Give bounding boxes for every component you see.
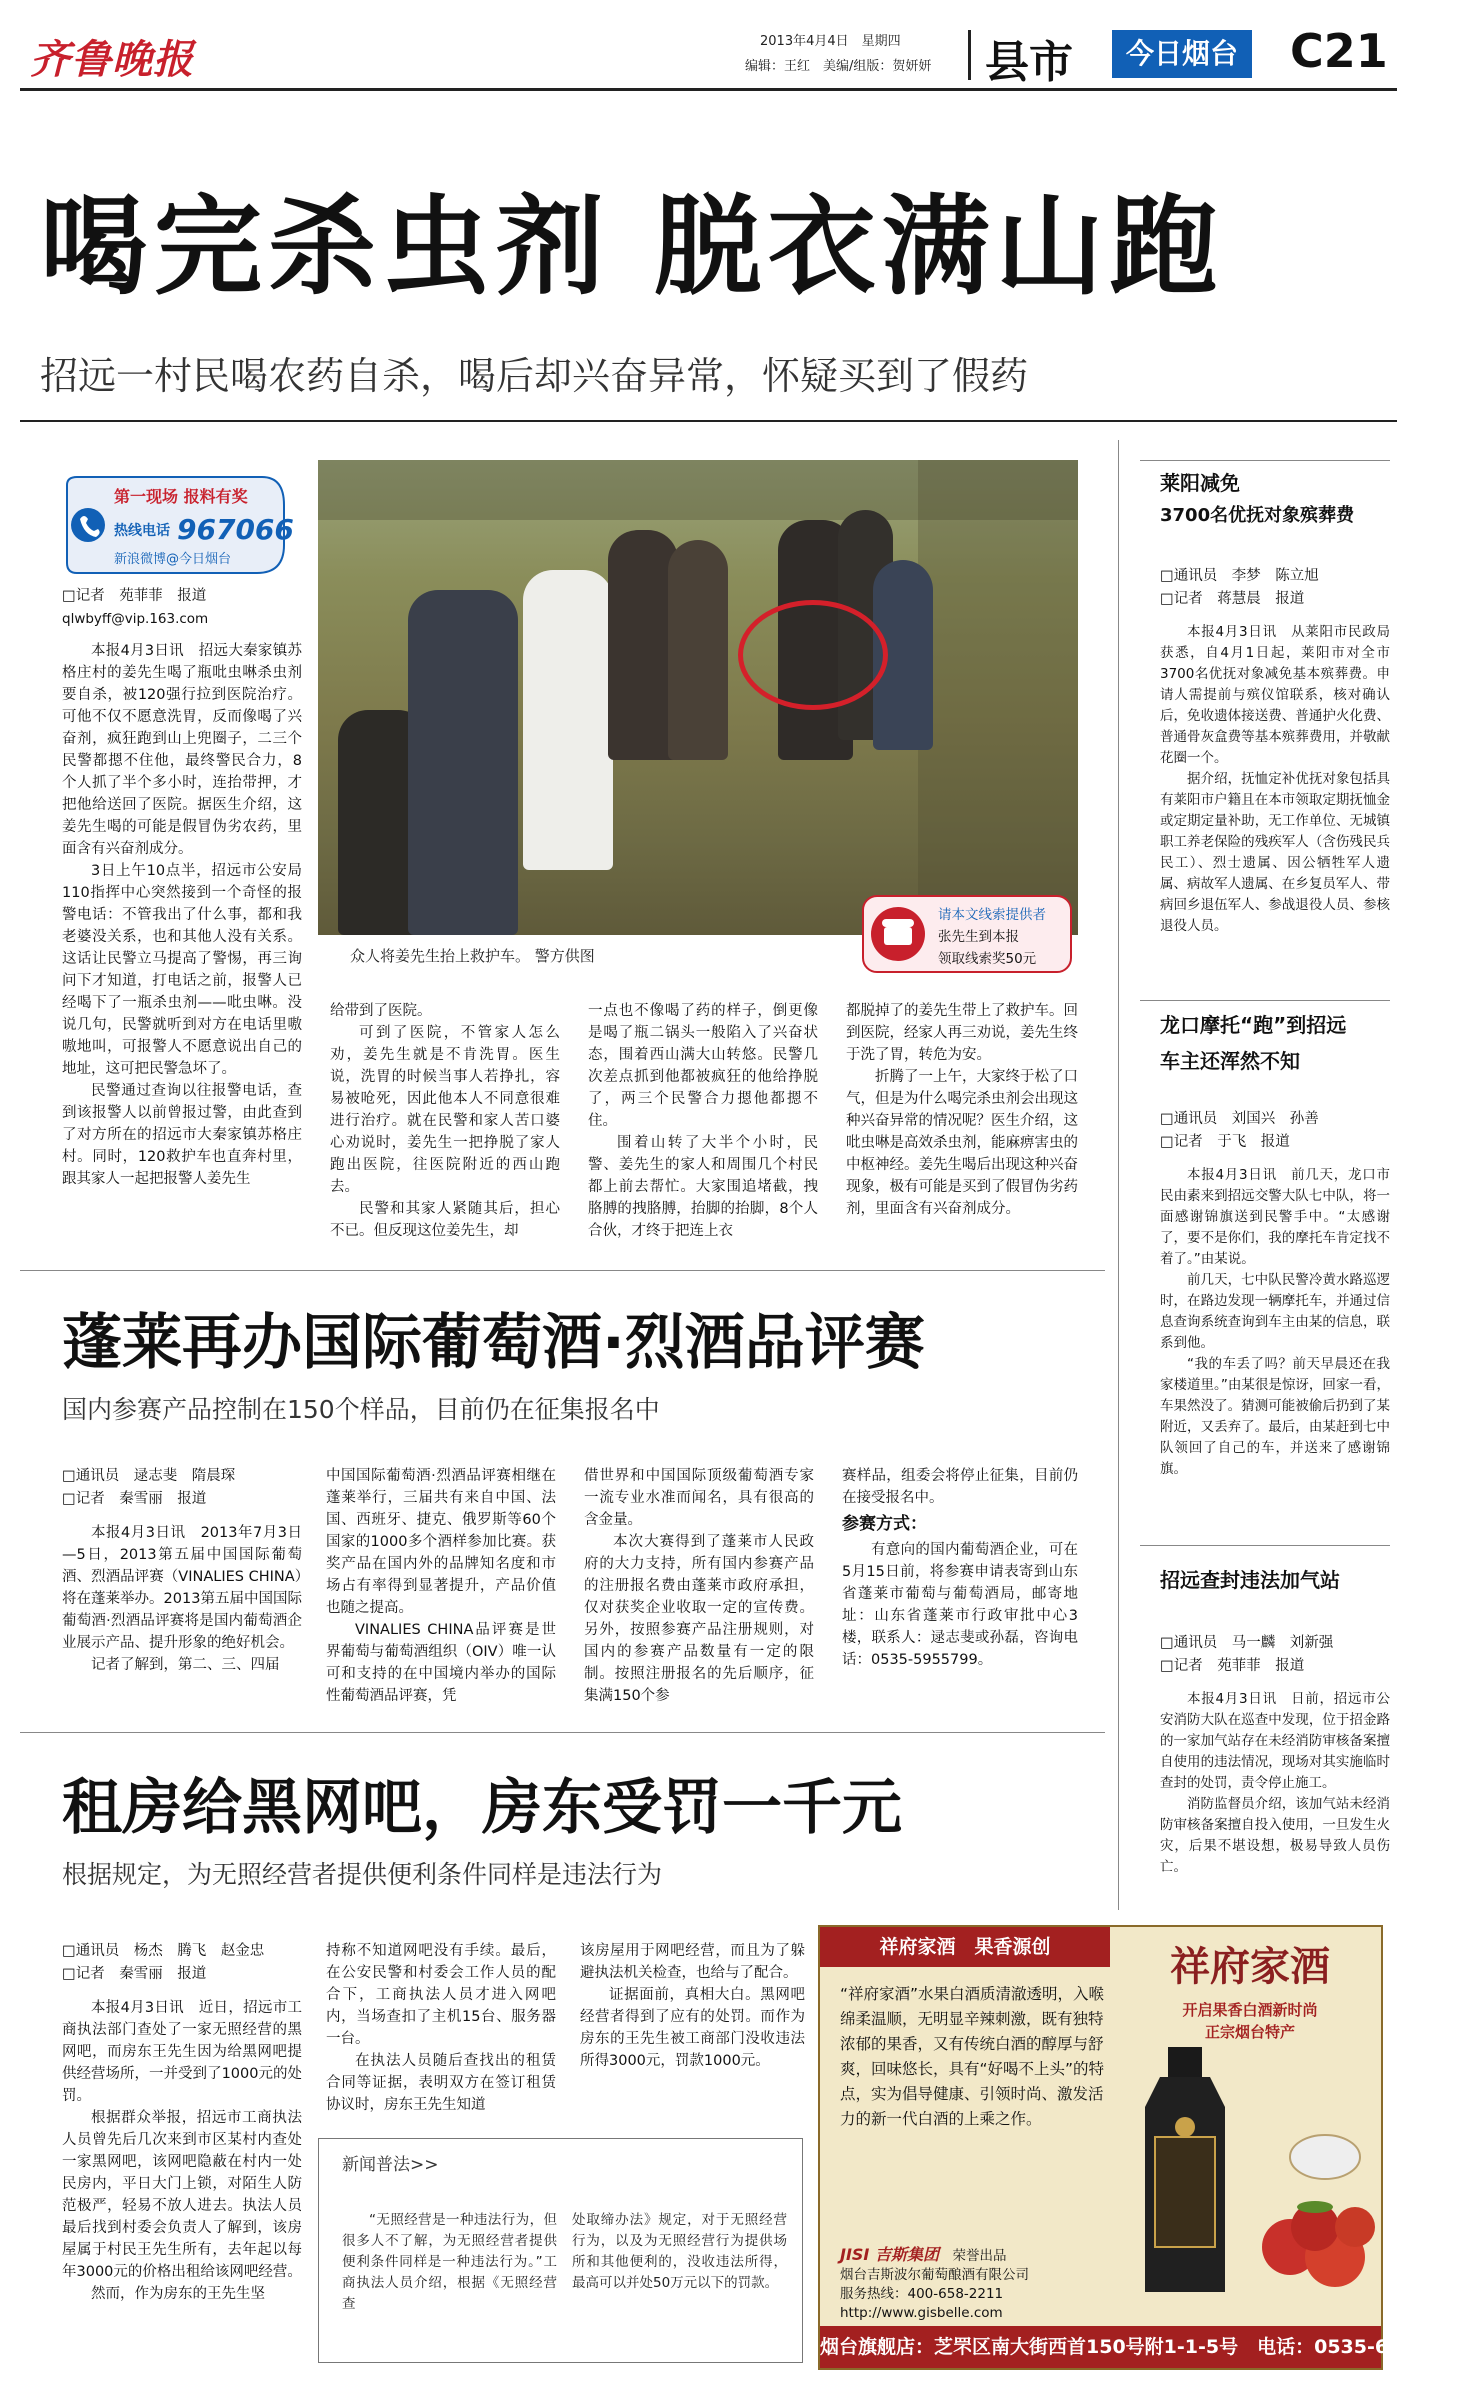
paragraph: 本次大赛得到了蓬莱市人民政府的大力支持，所有国内参赛产品的注册报名费由蓬莱市政府承担，仅对获奖企业收取一定的宣传费。另外，按照参赛产品注册规则，对国内的参赛产品数量有一定的限制。按照注册报名的先后顺序，征集满150个参: [584, 1534, 814, 1704]
rent-byline-2: □记者 秦雪丽 报道: [62, 1966, 207, 1982]
lead-headline: 喝完杀虫剂 脱衣满山跑: [40, 185, 1224, 310]
paragraph: 中国国际葡萄酒·烈酒品评赛相继在蓬莱举行，三届共有来自中国、法国、西班牙、捷克、俄罗斯等60个国家的1000多个酒样参加比赛。获奖产品在国内外的品牌知名度和市场占有率得到显著提升，产品价值也随之提高。: [326, 1468, 556, 1616]
paragraph: 持称不知道网吧没有手续。最后，在公安民警和村委会工作人员的配合下，工商执法人员才进入网吧内，当场查扣了主机15台、服务器一台。: [326, 1943, 556, 2047]
paragraph: 在执法人员随后查找出的租赁合同等证据，表明双方在签订租赁协议时，房东王先生知道: [326, 2053, 556, 2113]
paragraph: 然而，作为房东的王先生坚: [91, 2286, 265, 2302]
paragraph: 本报4月3日讯 从莱阳市民政局获悉，自4月1日起，莱阳市对全市3700名优抚对象减免基本殡葬费。申请人需提前与殡仪馆联系，核对确认后，免收遗体接送费、普通护火化费、普通骨灰盒费等基本殡葬费用，并敬献花圈一个。: [1160, 624, 1390, 766]
paragraph: 一点也不像喝了药的样子，倒更像是喝了瓶二锅头一般陷入了兴奋状态，围着西山满大山转悠。民警几次差点抓到他都被疯狂的他给挣脱了，两三个民警合力摁他都摁不住。: [588, 1003, 818, 1129]
paragraph: VINALIES CHINA品评赛是世界葡萄与葡萄酒组织（OIV）唯一认可和支持的在中国境内举办的国际性葡萄酒品评赛，凭: [326, 1622, 556, 1704]
paragraph: 都脱掉了的姜先生带上了救护车。回到医院，经家人再三劝说，姜先生终于洗了胃，转危为安。: [846, 1003, 1078, 1063]
lead-photo: [318, 460, 1078, 935]
paragraph: “我的车丢了吗？前天早晨还在我家楼道里。”由某很是惊讶，回家一看，车果然没了。猜测可能被偷后扔到了某附近，又丢弃了。最后，由某赶到七中队领回了自己的车，并送来了感谢锦旗。: [1160, 1356, 1390, 1477]
hotline-badge: [62, 475, 294, 575]
ad-slogan: [1120, 1999, 1380, 2043]
wine-subhead: 国内参赛产品控制在150个样品，目前仍在征集报名中: [62, 1395, 660, 1424]
highlight-circle: [738, 600, 888, 710]
paragraph: 给带到了医院。: [330, 1003, 432, 1019]
brief-rule: [1140, 1000, 1390, 1001]
brief-1-byline-2: □记者 蒋慧晨 报道: [1160, 591, 1305, 607]
paragraph: 民警通过查询以往报警电话，查到该报警人以前曾报过警，由此查到了对方所在的招远市大秦家镇苏格庄村。同时，120救护车也直奔村里，跟其家人一起把报警人姜先生: [62, 1083, 302, 1187]
lead-column-1: [62, 640, 302, 1260]
brief-3-body: [1160, 1689, 1390, 1909]
wine-byline-1: □通讯员 逯志斐 隋晨琛: [62, 1468, 236, 1484]
lead-email: qlwbyff@vip.163.com: [62, 611, 209, 627]
tip-line1: 请本文线索提供者: [938, 907, 1046, 923]
company-logo: JISI 吉斯集团: [840, 2245, 939, 2264]
paragraph: 前几天，七中队民警冷黄水路巡逻时，在路边发现一辆摩托车，并通过信息查询系统查询到车主由某的信息，联系到他。: [1160, 1272, 1390, 1351]
lead-rule: [20, 420, 1397, 422]
photo-caption: 众人将姜先生抬上救护车。 警方供图: [350, 947, 595, 965]
brief-2-title: 龙口摩托“跑”到招远: [1160, 1013, 1347, 1037]
company-website[interactable]: http://www.gisbelle.com: [840, 2305, 1003, 2321]
ad-company-block: [840, 2245, 1130, 2323]
paragraph: 借世界和中国国际顶级葡萄酒专家一流专业水准而闻名，具有很高的含金量。: [584, 1468, 814, 1528]
liquor-advertisement[interactable]: [818, 1925, 1467, 2370]
brief-1-body: [1160, 622, 1390, 1022]
paragraph: 赛样品，组委会将停止征集，目前仍在接受报名中。: [842, 1468, 1078, 1506]
ad-copy: “祥府家酒”水果白酒质清澈透明，入喉绵柔温顺，无明显辛辣刺激，既有独特浓郁的果香，又有传统白酒的醇厚与舒爽，回味悠长，具有“好喝不上头”的特点，实为倡导健康、引领时尚、激发活力的新一代白酒的上乘之作。: [840, 1985, 1105, 2128]
paragraph: 本报4月3日讯 2013年7月3日—5日，2013第五届中国国际葡萄酒、烈酒品评赛（VINALIES CHINA）将在蓬莱举办。2013第五届中国国际葡萄酒·烈酒品评赛将是国内葡萄酒企业展示产品、提升形象的绝好机会。: [62, 1525, 302, 1651]
ad-header: 祥府家酒 果香源创: [820, 1927, 1110, 1967]
editor-line: 编辑：王红 美编/组版：贺妍妍: [745, 59, 932, 74]
wine-column-2: [326, 1465, 556, 1720]
brief-3-byline-1: □通讯员 马一麟 刘新强: [1160, 1635, 1334, 1651]
brief-rule: [1140, 1545, 1390, 1546]
ad-brand-logo: 祥府家酒: [1170, 1943, 1330, 1990]
wine-byline-2: □记者 秦雪丽 报道: [62, 1491, 207, 1507]
ad-slogan-1: 开启果香白酒新时尚: [1182, 2001, 1318, 2019]
ad-slogan-2: 正宗烟台特产: [1204, 2023, 1295, 2041]
page-number: C21: [1290, 24, 1388, 78]
law-note-column-1: [342, 2210, 557, 2355]
hotline-number: 967066: [177, 513, 294, 546]
paragraph: 本报4月3日讯 前几天，龙口市民由素来到招远交警大队七中队，将一面感谢锦旗送到民警手中。“太感谢了，要不是你们，我的摩托车肯定找不着了。”由某说。: [1160, 1167, 1390, 1267]
paragraph: 本报4月3日讯 近日，招远市工商执法部门查处了一家无照经营的黑网吧，而房东王先生因为给黑网吧提供经营场所，一并受到了1000元的处罚。: [62, 2000, 302, 2104]
wine-column-3: [584, 1465, 814, 1720]
rent-column-2: [326, 1940, 556, 2130]
paragraph: 据介绍，抚恤定补优抚对象包括具有莱阳市户籍且在本市领取定期抚恤金或定期定量补助，无工作单位、无城镇职工养老保险的残疾军人（含伤残民兵民工）、烈士遗属、因公牺牲军人遗属、病故军人遗属、在乡复员军人、带病回乡退伍军人、参战退役人员、参核退役人员。: [1160, 771, 1390, 934]
paragraph: 民警和其家人紧随其后，担心不已。但反现这位姜先生，却: [330, 1201, 560, 1239]
paragraph: 记者了解到，第二、三、四届: [91, 1657, 280, 1673]
paragraph: 本报4月3日讯 招远大秦家镇苏格庄村的姜先生喝了瓶吡虫啉杀虫剂要自杀，被120强行拉到医院治疗。可他不仅不愿意洗胃，反而像喝了兴奋剂，疯狂跑到山上兜圈子，二三个民警都摁不住他，最终警民合力，8个人抓了半个多小时，连抬带押，才把他给送回了医院。据医生介绍，这姜先生喝的可能是假冒伪劣农药，里面含有兴奋剂成分。: [62, 643, 302, 857]
paragraph: 可到了医院，不管家人怎么劝，姜先生就是不肯洗胃。医生说，洗胃的时候当事人若挣扎，容易被呛死，因此他本人不同意很难进行治疗。就在民警和家人苦口婆心劝说时，姜先生一把挣脱了家人跑出医院，往医院附近的西山跑去。: [330, 1025, 560, 1195]
brief-1-byline-1: □通讯员 李梦 陈立旭: [1160, 568, 1319, 584]
brief-2-subtitle: 车主还浑然不知: [1160, 1049, 1300, 1073]
wine-column-1: [62, 1522, 302, 1722]
paragraph: 有意向的国内葡萄酒企业，可在5月15日前，将参赛申请表寄到山东省蓬莱市葡萄与葡萄酒局，邮寄地址：山东省蓬莱市行政审批中心3楼，联系人：逯志斐或孙磊，咨询电话：0535-5955799。: [842, 1542, 1078, 1668]
paragraph: 证据面前，真相大白。黑网吧经营者得到了应有的处罚。而作为房东的王先生被工商部门没收违法所得3000元，罚款1000元。: [580, 1987, 805, 2069]
rent-byline-1: □通讯员 杨杰 腾飞 赵金忠: [62, 1943, 265, 1959]
tip-line2: 张先生到本报: [938, 929, 1019, 945]
company-label: 荣誉出品: [952, 2248, 1007, 2264]
brief-3-title: 招远查封违法加气站: [1160, 1568, 1340, 1592]
section-rule: [20, 1270, 1105, 1271]
paragraph: 3日上午10点半，招远市公安局110指挥中心突然接到一个奇怪的报警电话：不管我出了什么事，都和我老婆没关系，也和其他人没有关系。这话让民警立马提高了警惕，再三询问下才知道，打电话之前，报警人已经喝下了一瓶杀虫剂——吡虫啉。没说几句，民警就听到对方在电话里嗷嗷地叫，可报警人不愿意说出自己的地址，这可把民警急坏了。: [62, 863, 302, 1077]
rent-column-3: [580, 1940, 805, 2130]
rent-headline: 租房给黑网吧，房东受罚一千元: [62, 1773, 902, 1843]
company-phone: 服务热线：400-658-2211: [840, 2286, 1004, 2302]
fruit-icon: [1255, 2127, 1380, 2297]
company-name: 烟台吉斯波尔葡萄酿酒有限公司: [840, 2267, 1029, 2283]
lead-column-4: [846, 1000, 1078, 1265]
paragraph: 本报4月3日讯 日前，招远市公安消防大队在巡查中发现，位于招金路的一家加气站存在未经消防审核备案擅自使用的违法情况，现场对其实施临时查封的处罚，责令停止施工。: [1160, 1691, 1390, 1791]
column-divider: [1118, 440, 1119, 1910]
brief-1-title: 莱阳减免: [1160, 471, 1240, 495]
section-name: 县市: [985, 37, 1073, 88]
tip-line3: 领取线索奖50元: [938, 951, 1037, 967]
brief-2-byline-1: □通讯员 刘国兴 孙善: [1160, 1111, 1319, 1127]
paragraph: 处取缔办法》规定，对于无照经营行为，以及为无照经营行为提供场所和其他便利的，没收违法所得，最高可以并处50万元以下的罚款。: [572, 2212, 787, 2291]
section-rule: [20, 1732, 1105, 1733]
brief-1-subtitle: 3700名优抚对象殡葬费: [1160, 505, 1355, 526]
tip-badge: [862, 895, 1072, 973]
paragraph: 该房屋用于网吧经营，而且为了躲避执法机关检查，也给与了配合。: [580, 1943, 805, 1981]
masthead-logo: 齐鲁晚报: [30, 36, 194, 83]
phone-icon: [71, 508, 105, 542]
rent-subhead: 根据规定，为无照经营者提供便利条件同样是违法行为: [62, 1860, 663, 1889]
wine-column-4: [842, 1465, 1078, 1720]
date-line: 2013年4月4日 星期四: [760, 34, 901, 49]
paragraph: 根据群众举报，招远市工商执法人员曾先后几次来到市区某村内查处一家黑网吧，该网吧隐蔽在村内一处民房内，平日大门上锁，对陌生人防范极严，轻易不放人进去。执法人员最后找到村委会负责人了解到，该房屋属于村民王先生所有，去年起以每年3000元的价格出租给该网吧经营。: [62, 2110, 302, 2280]
lead-column-2: [330, 1000, 560, 1265]
paragraph: 折腾了一上午，大家终于松了口气，但是为什么喝完杀虫剂会出现这种兴奋异常的情况呢？医生介绍，这吡虫啉是高效杀虫剂，能麻痹害虫的中枢神经。姜先生喝后出现这种兴奋现象，极有可能是买到了假冒伪劣药剂，里面含有兴奋剂成分。: [846, 1069, 1078, 1217]
lead-subhead: 招远一村民喝农药自杀，喝后却兴奋异常，怀疑买到了假药: [40, 354, 1029, 398]
header-divider: [968, 30, 971, 80]
ad-footer: 烟台旗舰店：芝罘区南大街西首150号附1-1-5号 电话：0535-6694999: [820, 2326, 1381, 2368]
paragraph: “无照经营是一种违法行为，但很多人不了解，为无照经营者提供便利条件同样是一种违法行为。”工商执法人员介绍，根据《无照经营查: [342, 2212, 557, 2312]
section-tag: 今日烟台: [1112, 30, 1252, 78]
subheading: 参赛方式：: [842, 1514, 927, 1534]
header-rule: [20, 88, 1397, 91]
law-note-title: 新闻普法>>: [342, 2155, 439, 2175]
lead-column-3: [588, 1000, 818, 1265]
brief-3-byline-2: □记者 苑菲菲 报道: [1160, 1658, 1305, 1674]
brief-rule: [1140, 460, 1390, 461]
law-note-column-2: [572, 2210, 787, 2355]
paragraph: 围着山转了大半个小时，民警、姜先生的家人和周围几个村民都上前去帮忙。大家围追堵截，拽胳膊的拽胳膊，抬脚的抬脚，8个人合伙，才终于把连上衣: [588, 1135, 818, 1239]
brief-2-body: [1160, 1165, 1390, 1540]
hotline-line2: 热线电话: [114, 523, 170, 539]
paragraph: 消防监督员介绍，该加气站未经消防审核备案擅自投入使用，一旦发生火灾，后果不堪设想，极易导致人员伤亡。: [1160, 1796, 1390, 1875]
hotline-line1: 第一现场 报料有奖: [114, 487, 248, 506]
bottle-icon: [1120, 2047, 1250, 2297]
brief-2-byline-2: □记者 于飞 报道: [1160, 1134, 1290, 1150]
hotline-line3: 新浪微博@今日烟台: [114, 552, 232, 567]
lead-byline: □记者 苑菲菲 报道: [62, 588, 207, 604]
rent-column-1: [62, 1997, 302, 2367]
wine-headline: 蓬莱再办国际葡萄酒·烈酒品评赛: [62, 1308, 925, 1378]
